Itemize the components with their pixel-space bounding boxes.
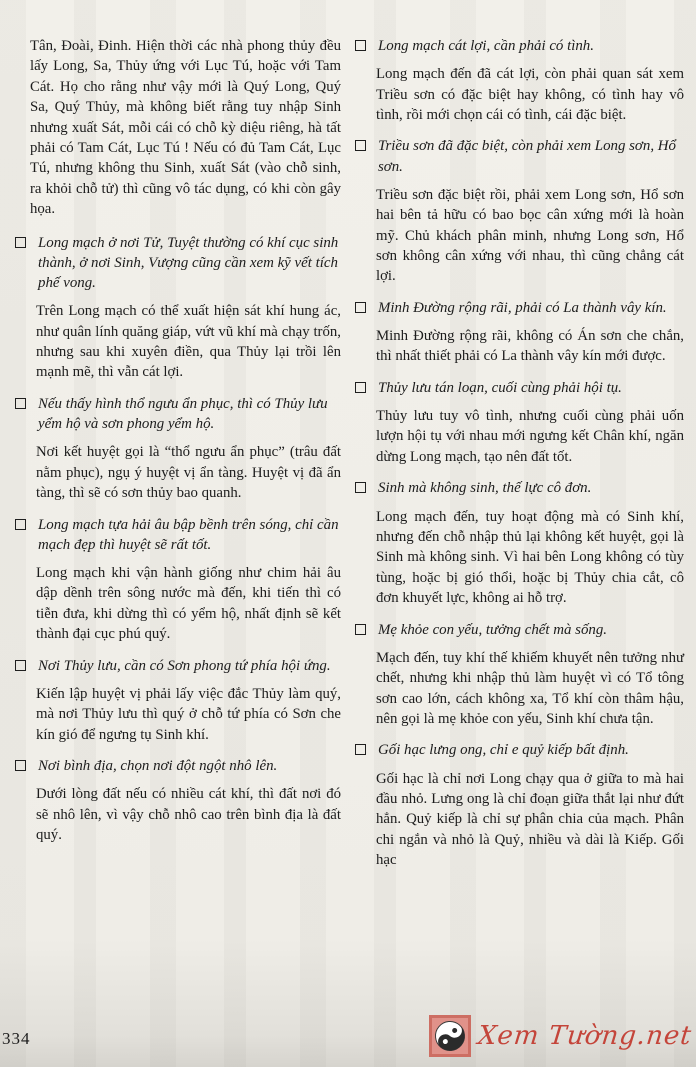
entry-heading: Long mạch cát lợi, cần phải có tình. [378,38,594,54]
checkbox-icon [355,624,366,635]
page-number: 334 [2,1029,31,1048]
entry [14,394,341,504]
entry [354,298,684,367]
entry-body: Gối hạc là chỉ nơi Long chạy qua ở giữa to mà hai đầu nhỏ. Lưng ong là chỉ đoạn giữa thắt lại như đứt hẳn. Quỷ kiếp là chỉ sự phân chia của mạch. Phân chi ngắn và nhỏ là Quỷ, nhiều và dài là Kiếp. Gối hạc [376,770,684,869]
entry-body: Mạch đến, tuy khí thế khiếm khuyết nên tưởng như chết, nhưng khi nhập thủ làm huyệt vì có Tổ tông sơn cao lớn, cách không xa, Tổ khí còn thâm hậu, nên gọi là mẹ khỏe con yếu, Sinh khí chưa tận. [376,649,684,727]
entry-body: Trên Long mạch có thể xuất hiện sát khí hung ác, như quân lính quăng giáp, vứt vũ khí mà chạy trốn, nhưng sau khi xuyên điền, qua Thủy lại trồi lên mạnh mẽ, thì vẫn cát lợi. [36,303,341,381]
entry-body: Long mạch đến, tuy hoạt động mà có Sinh khí, nhưng đến chỗ nhập thủ lại không kết huyệt, gọi là Sinh mà không sinh. Vì hai bên Long không có tùy tùng, hoặc bị gió thổi, hoặc bị Thủy chia cắt, cô đơn khuyết lực, không ai hỗ trợ. [376,508,684,607]
checkbox-icon [355,40,366,51]
entry-heading: Long mạch tựa hải âu bập bềnh trên sóng, chỉ cần mạch đẹp thì huyệt sẽ rất tốt. [38,516,339,553]
checkbox-icon [355,482,366,493]
checkbox-icon [15,398,26,409]
entry [14,515,341,645]
entry-body: Triều sơn đặc biệt rồi, phải xem Long sơn, Hổ sơn hai bên tả hữu có bao bọc cân xứng mới là hoàn mỹ. Chủ khách phân minh, nhưng Long sơn, Hổ sơn không cân xứng với nhau, thì cũng chẳng cát lợi. [376,186,684,285]
checkbox-icon [15,760,26,771]
entry-heading: Long mạch ở nơi Tử, Tuyệt thường có khí cục sinh thành, ở nơi Sinh, Vượng cũng cần xem kỹ vết tích phế vong. [38,234,339,292]
entry-heading: Minh Đường rộng rãi, phải có La thành vây kín. [378,299,667,316]
entry [354,740,684,870]
checkbox-icon [355,140,366,151]
entry-heading: Nơi bình địa, chọn nơi đột ngột nhô lên. [38,757,278,774]
checkbox-icon [355,382,366,393]
entry [14,656,341,745]
entry-heading: Gối hạc lưng ong, chỉ e quỷ kiếp bất định. [378,742,629,759]
intro-paragraph: Tân, Đoài, Đinh. Hiện thời các nhà phong thủy đều lấy Long, Sa, Thủy ứng với Lục Tú, hoặc với Tam Cát. Họ cho rằng như vậy mới là Quý Long, Quý Sa, Quý Thủy, mà không biết rằng tuy nhập Sinh nhưng xuất Sát, mỗi cái có chỗ kỳ diệu riêng, hà tất phải có Tam Cát, Lục Tú ! Nếu có đủ Tam Cát, Lục Tú, nhưng không thu Sinh, xuất Sát (vào chỗ sinh, ra khỏi chỗ tử) thì cũng vô tác dụng, có khi còn gây họa. [30,38,341,218]
entry [14,233,341,383]
entry-heading: Thủy lưu tán loạn, cuối cùng phải hội tụ. [378,379,622,396]
entry-body: Dưới lòng đất nếu có nhiều cát khí, thì đất nơi đó sẽ nhô lên, vì vậy chỗ nhô cao trên bình địa là đất quý. [36,786,341,843]
text-columns [14,36,684,882]
right-column [354,36,684,882]
checkbox-icon [355,744,366,755]
checkbox-icon [15,519,26,530]
entry-body: Nơi kết huyệt gọi là “thổ ngưu ẩn phục” (trâu đất nằm phục), ngụ ý huyệt vị ẩn tàng. Huyệt vị đã ẩn tàng, thì sẽ có sơn thủy bao quanh. [36,444,341,502]
entry-body: Kiến lập huyệt vị phải lấy việc đắc Thủy làm quý, mà nơi Thủy lưu thì quý ở chỗ tứ phía có Sơn che kín gió để ngưng tụ Sinh khí. [36,685,341,743]
entry [354,136,684,286]
yin-yang-icon [429,1015,471,1057]
watermark-text: Xem Tường.net [476,1021,694,1051]
entry-heading: Sinh mà không sinh, thế lực cô đơn. [378,480,592,497]
entry-heading: Mẹ khỏe con yếu, tưởng chết mà sống. [378,621,608,638]
entry-heading: Nơi Thủy lưu, cần có Sơn phong tứ phía hội ứng. [38,657,331,674]
entry [354,620,684,730]
entry-body: Long mạch đến đã cát lợi, còn phải quan sát xem Triều sơn có đặc biệt hay không, có tình hay vô tình, rồi mới chọn cái có tình, cái đặc biệt. [376,66,684,124]
checkbox-icon [355,302,366,313]
entry-body: Thủy lưu tuy vô tình, nhưng cuối cùng phải uốn lượn hội tụ với nhau mới ngưng kết Chân khí, ngăn dừng Long mạch, tạo nên đất tốt. [376,408,684,465]
watermark [429,1015,692,1057]
entry [354,478,684,608]
entry-heading: Nếu thấy hình thổ ngưu ẩn phục, thì có Thủy lưu yểm hộ và sơn phong yểm hộ. [38,395,328,433]
entry-heading: Triều sơn đã đặc biệt, còn phải xem Long sơn, Hổ sơn. [378,138,676,175]
entry-body: Long mạch khi vận hành giống như chim hải âu dập dềnh trên sông nước mà đến, khi tiến thì có tiễn đưa, khi dừng thì có yểm hộ, nhất định sẽ kết thành đại cục phú quý. [36,564,341,643]
checkbox-icon [15,660,26,671]
entry [354,378,684,467]
entry-body: Minh Đường rộng rãi, không có Án sơn che chắn, thì nhất thiết phải có La thành vây kín mới được. [376,328,684,365]
checkbox-icon [15,237,26,248]
entry [354,36,684,125]
left-column [14,36,341,882]
entry [14,756,341,845]
